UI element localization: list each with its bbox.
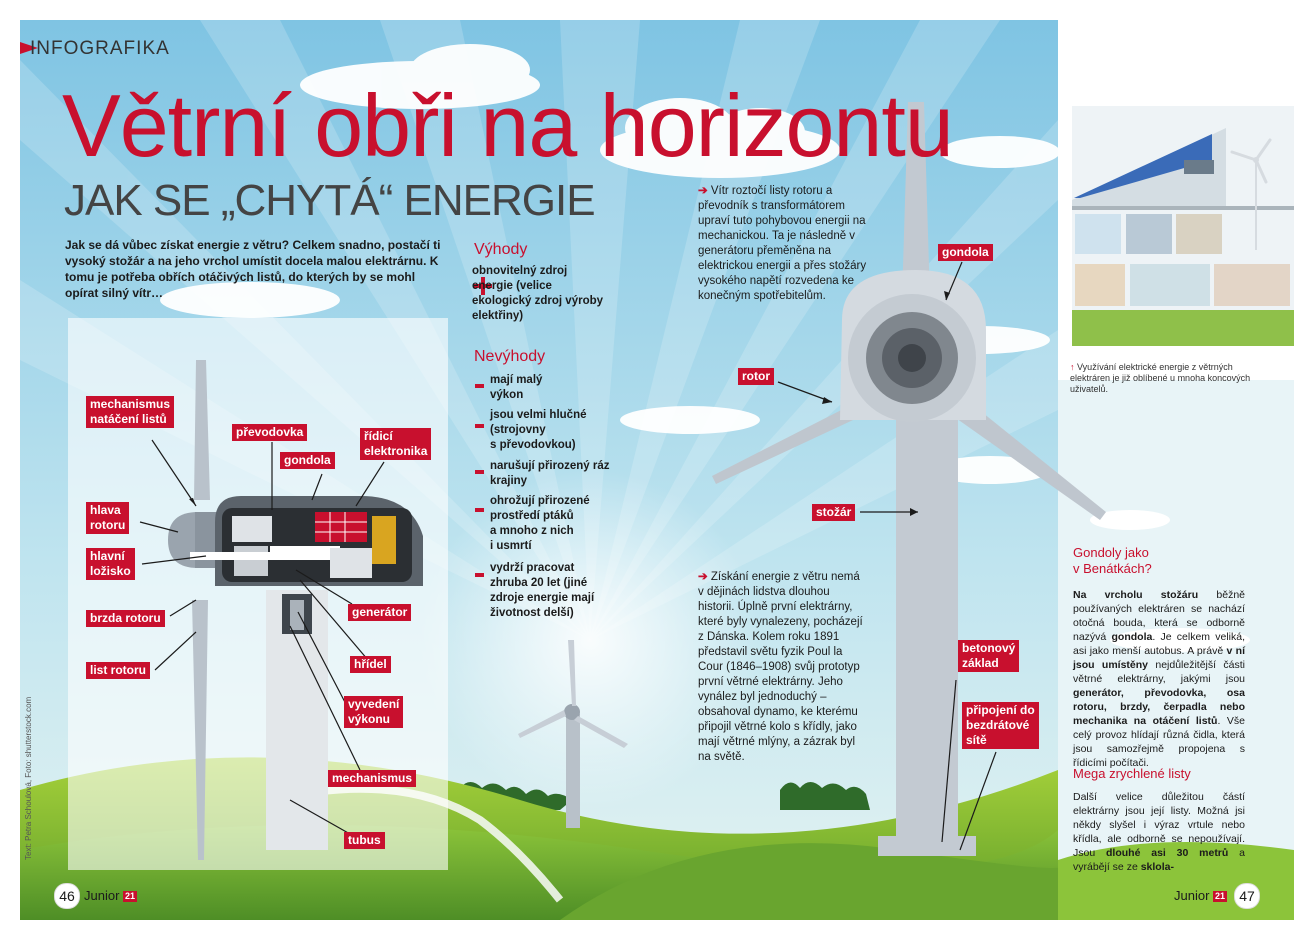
- label-betonovy-zaklad: betonový základ: [958, 640, 1019, 672]
- page-subtitle: JAK SE „CHYTÁ“ ENERGIE: [64, 176, 595, 225]
- arrow-right-icon: ➔: [698, 185, 708, 197]
- label-mechanismus-nataceni: mechanismus natáčení listů: [86, 396, 174, 428]
- text-run: . Vše celý provoz hlídají různá čidla, která jsou samozřejmě propojena s řídicími počítači.: [1073, 715, 1245, 769]
- kicker: INFOGRAFIKA: [30, 38, 170, 59]
- caption-text: Využívání elektrické energie z větrných elektráren je již oblíbené u mnoha koncových uživatelů.: [1070, 362, 1251, 394]
- folio-left-name: Junior: [84, 888, 120, 903]
- pros-heading: Výhody: [474, 241, 528, 258]
- label-pripojeni: připojení do bezdrátové sítě: [962, 702, 1039, 749]
- page-title: Větrní obři na horizontu: [62, 76, 953, 175]
- sidebar-heading-1: Gondoly jako v Benátkách?: [1073, 545, 1152, 576]
- folio-right: [1174, 888, 1227, 903]
- label-tubus: tubus: [344, 832, 385, 849]
- text-run: generátor, převodovka, osa rotoru, brzdy, čerpadla nebo mechanika na otáčení listů: [1073, 687, 1245, 727]
- photo-caption: [1070, 362, 1266, 395]
- sidebar-paragraph-2: [1073, 790, 1245, 874]
- label-hlavni-lozisko: hlavní ložisko: [86, 548, 135, 580]
- text-run: běžně používaných elektráren se nachází otočná bouda, která se odborně nazývá: [1073, 589, 1245, 643]
- text-run: nejdůležitější části větrné elektrárny, jakými jsou: [1073, 659, 1245, 685]
- label-stozar: stožár: [812, 504, 855, 521]
- text-run: sklola-: [1140, 861, 1174, 873]
- text-run: . Je celkem veliká, asi jako menší autobus. A právě: [1073, 631, 1246, 657]
- cons-item: vydrží pracovat zhruba 20 let (jiné zdroje energie mají životnost delší): [490, 562, 595, 619]
- text-run: a vyrábějí se ze: [1073, 847, 1245, 873]
- text-run: v ní jsou umístěny: [1073, 645, 1245, 671]
- label-gondola-big: gondola: [938, 244, 993, 261]
- cons-item: jsou velmi hlučné (strojovny s převodovkou): [490, 409, 587, 451]
- cons-item: narušují přirozený ráz krajiny: [490, 460, 610, 487]
- page-number-right: 47: [1234, 883, 1260, 909]
- label-generator: generátor: [348, 604, 411, 621]
- arrow-up-icon: ↑: [1070, 362, 1075, 372]
- label-prevodovka: převodovka: [232, 424, 307, 441]
- text-run: gondola: [1111, 631, 1153, 643]
- photo-credit: Text: Petra Schoulová, Foto: shutterstock.com: [24, 696, 33, 860]
- folio-badge-right: 21: [1215, 891, 1226, 902]
- label-list-rotoru: list rotoru: [86, 662, 150, 679]
- label-gondola-small: gondola: [280, 452, 335, 469]
- folio-right-name: Junior: [1174, 888, 1210, 903]
- pros-item: obnovitelný zdroj energie (velice ekologický zdroj výroby elektřiny): [472, 265, 604, 322]
- sidebar-heading-2: Mega zrychlené listy: [1073, 766, 1191, 781]
- text-run: Další velice důležitou částí elektrárny jsou její listy. Možná jsi někdy slyšel i výraz vrtule nebo křídla, ale odborně se nepoužívají. Jsou: [1073, 791, 1245, 859]
- intro-text: Jak se dá vůbec získat energie z větru? Celkem snadno, postačí ti vysoký stožár a na jeho vrchol umístit docela malou elektrárnu. K tomu je potřeba obřích otáčivých listů, do kterých by se mohl opírat silný vítr…: [65, 238, 441, 300]
- text-top: Vítr roztočí listy rotoru a převodník s transformátorem upraví tuto pohybovou energii na mechanickou. Ta je následně v generátoru přeměněna na elektrickou energii a přes stožáry vysokého napětí rozvedena ke konečným spotřebitelům.: [698, 185, 867, 302]
- label-vyvedeni-vykonu: vyvedení výkonu: [344, 696, 403, 728]
- label-hlava-rotoru: hlava rotoru: [86, 502, 129, 534]
- label-ridici-elektronika: řídicí elektronika: [360, 428, 431, 460]
- sidebar-paragraph-1: [1073, 588, 1245, 770]
- label-hridel: hřídel: [350, 656, 391, 673]
- folio-badge-left: 21: [125, 891, 136, 902]
- arrow-right-icon: ➔: [698, 571, 708, 583]
- cons-heading: Nevýhody: [474, 348, 546, 365]
- cons-item: mají malý výkon: [490, 374, 543, 401]
- text-history: Získání energie z větru nemá v dějinách lidstva dlouhou historii. Úplně první elektrárny, které byly vynalezeny, pocházejí z Dánska. Kolem roku 1891 představil světu fyzik Poul la Cour (1846–1908) svůj prototyp první větrné elektrárny. Jeho vynález byl jednoduchý – obsahoval dynamo, ke kterému připojil větrné kolo s křídly, jako mají větrné mlýny, a zázrak byl na světě.: [698, 571, 863, 763]
- folio-left: [84, 888, 137, 903]
- text-run: Na vrcholu stožáru: [1073, 589, 1199, 601]
- page-number-left: 46: [54, 883, 80, 909]
- cons-item: ohrožují přirozené prostředí ptáků a mnoho z nich i usmrtí: [490, 495, 590, 552]
- label-rotor: rotor: [738, 368, 774, 385]
- label-mechanismus: mechanismus: [328, 770, 416, 787]
- text-run: dlouhé asi 30 metrů: [1106, 847, 1229, 859]
- label-brzda-rotoru: brzda rotoru: [86, 610, 165, 627]
